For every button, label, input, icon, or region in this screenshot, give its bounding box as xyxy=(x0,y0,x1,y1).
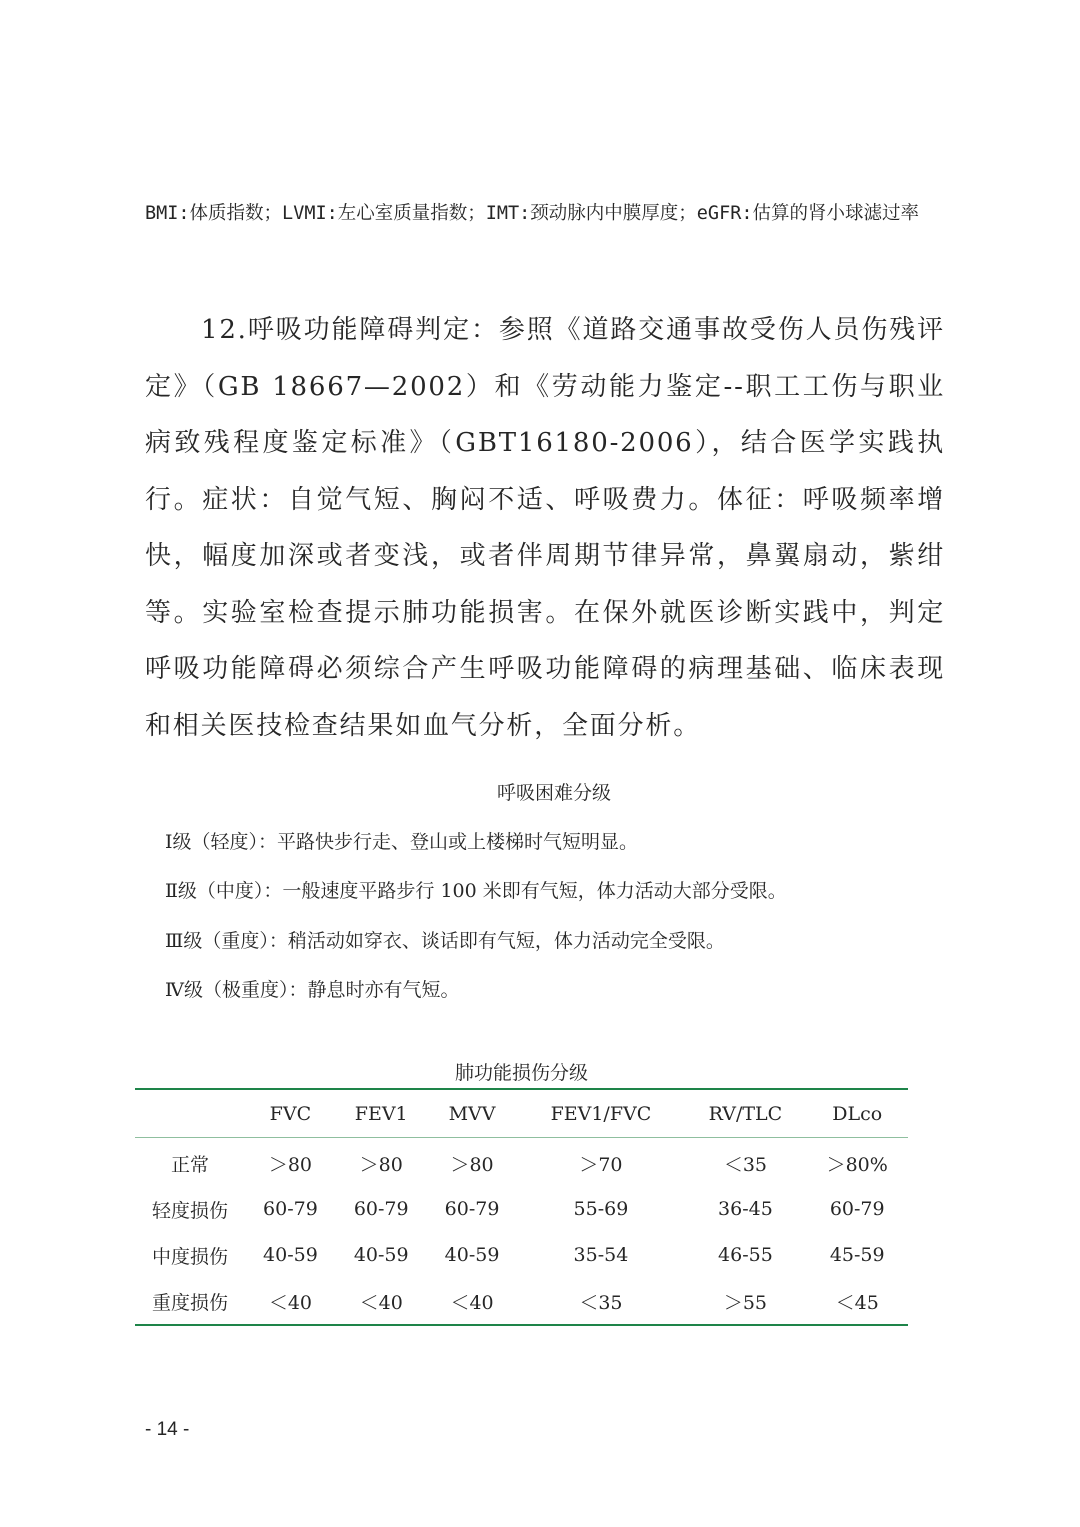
header-fev1: FEV1 xyxy=(336,1089,427,1138)
section-heading: 12.呼吸功能障碍判定： xyxy=(201,315,499,345)
dyspnea-grade-4: Ⅳ级（极重度）：静息时亦有气短。 xyxy=(165,979,460,1001)
table-row xyxy=(135,1186,908,1232)
table-row xyxy=(135,1138,908,1187)
table-cell: ＞80 xyxy=(268,1153,312,1176)
table-cell: ＞55 xyxy=(723,1291,768,1314)
dyspnea-grade-3: Ⅲ级（重度）：稍活动如穿衣、谈话即有气短，体力活动完全受限。 xyxy=(165,930,725,952)
section-paragraph xyxy=(145,302,945,754)
table-cell: ＜40 xyxy=(268,1291,312,1314)
table-header-row xyxy=(135,1089,908,1138)
table-cell: ＞80% xyxy=(826,1153,888,1176)
page-number: - 14 - xyxy=(145,1419,190,1440)
table-cell: ＜35 xyxy=(579,1291,623,1314)
lung-function-table xyxy=(135,1088,908,1326)
table-cell: ＞80 xyxy=(359,1153,403,1176)
table-cell: ＞70 xyxy=(579,1153,623,1176)
row-label: 轻度损伤 xyxy=(151,1199,228,1222)
table-cell: 45-59 xyxy=(829,1244,885,1266)
abbreviation-note: BMI:体质指数；LVMI:左心室质量指数；IMT:颈动脉内中膜厚度；eGFR:估算的肾小球滤过率 xyxy=(145,203,919,224)
table-cell: 60-79 xyxy=(444,1198,500,1220)
header-rv-tlc: RV/TLC xyxy=(684,1089,806,1138)
header-fvc: FVC xyxy=(245,1089,336,1138)
row-label: 中度损伤 xyxy=(151,1245,228,1268)
header-fev1-fvc: FEV1/FVC xyxy=(517,1089,684,1138)
table-row xyxy=(135,1278,908,1325)
table-row xyxy=(135,1232,908,1278)
table-cell: 46-55 xyxy=(718,1244,773,1266)
table-cell: 40-59 xyxy=(263,1244,318,1266)
table-cell: ＜45 xyxy=(835,1291,879,1314)
table-cell: 60-79 xyxy=(353,1198,409,1220)
dyspnea-grade-2: Ⅱ级（中度）：一般速度平路步行 100 米即有气短，体力活动大部分受限。 xyxy=(165,880,787,902)
header-dlco: DLco xyxy=(806,1089,908,1138)
table-cell: 40-59 xyxy=(353,1244,409,1266)
table-cell: ＜35 xyxy=(723,1153,768,1176)
header-cell-empty xyxy=(135,1089,245,1138)
dyspnea-grade-1: Ⅰ级（轻度）：平路快步行走、登山或上楼梯时气短明显。 xyxy=(165,831,639,853)
table-cell: 55-69 xyxy=(573,1198,629,1220)
lung-table-title: 肺功能损伤分级 xyxy=(454,1062,588,1084)
row-label: 正常 xyxy=(170,1153,209,1176)
table-cell: 60-79 xyxy=(829,1198,885,1220)
table-cell: 40-59 xyxy=(444,1244,500,1266)
table-cell: ＞80 xyxy=(450,1153,494,1176)
row-label: 重度损伤 xyxy=(151,1291,228,1314)
table-cell: 60-79 xyxy=(263,1198,318,1220)
table-cell: ＜40 xyxy=(450,1291,494,1314)
table-cell: 36-45 xyxy=(718,1198,773,1220)
header-mvv: MVV xyxy=(427,1089,518,1138)
dyspnea-title: 呼吸困难分级 xyxy=(496,782,611,804)
section-body: 参照《道路交通事故受伤人员伤残评定》（GB 18667—2002）和《劳动能力鉴定--职工工伤与职业病致残程度鉴定标准》（GBT16180-2006），结合医学实践执行。症状：自觉气短、胸闷不适、呼吸费力。体征：呼吸频率增快，幅度加深或者变浅，或者伴周期节律异常，鼻翼扇动，紫绀等。实验室检查提示肺功能损害。在保外就医诊断实践中，判定呼吸功能障碍必须综合产生呼吸功能障碍的病理基础、临床表现和相关医技检查结果如血气分析，全面分析。 xyxy=(145,315,945,741)
table-cell: ＜40 xyxy=(359,1291,403,1314)
table-cell: 35-54 xyxy=(573,1244,629,1266)
